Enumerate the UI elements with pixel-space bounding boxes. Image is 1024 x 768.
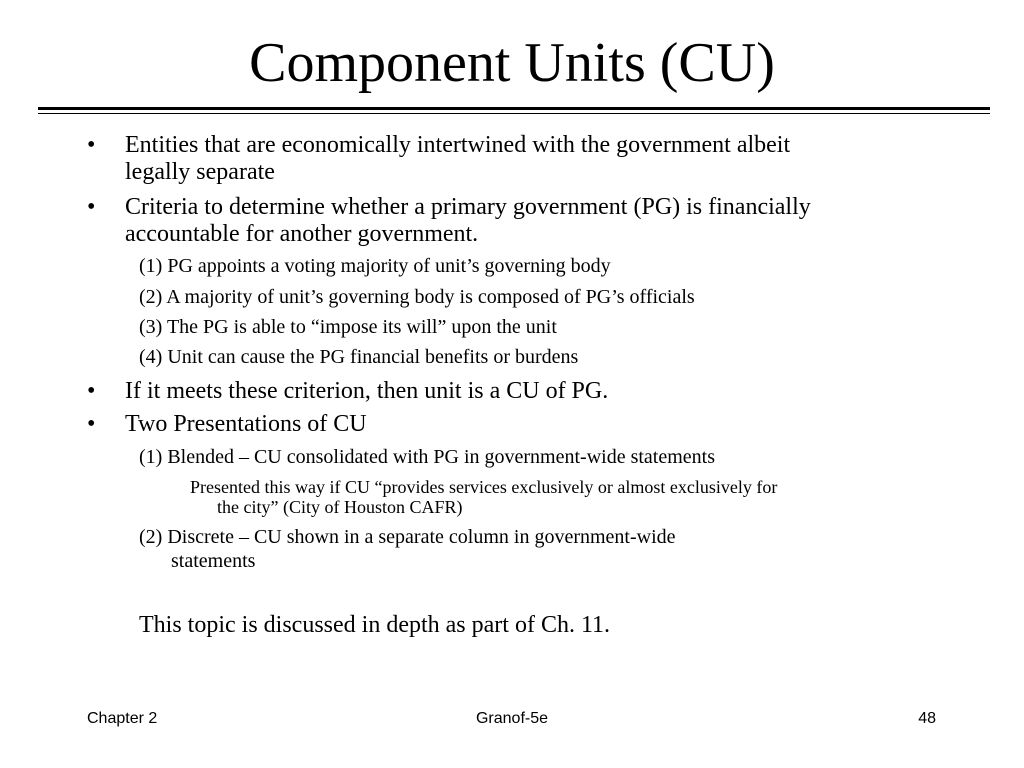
slide-title: Component Units (CU) [249,32,775,94]
footer-chapter: Chapter 2 [87,710,158,727]
criterion-1: (1) PG appoints a voting majority of unit’s governing body [139,255,611,277]
footer-source: Granof-5e [475,710,549,727]
blended-note-line-1: Presented this way if CU “provides services exclusively or almost exclusively for [190,477,778,497]
bullet-3-line-1: If it meets these criterion, then unit is a CU of PG. [125,378,609,404]
bullet-2-line-1: Criteria to determine whether a primary government (PG) is financially [125,194,811,220]
bullet-icon: • [87,411,96,437]
presentation-discrete-line-2: statements [171,550,256,572]
conclusion-text: This topic is discussed in depth as part of Ch. 11. [139,612,611,638]
presentation-blended: (1) Blended – CU consolidated with PG in government-wide statements [139,446,716,468]
bullet-1-line-2: legally separate [125,159,275,185]
criterion-2: (2) A majority of unit’s governing body is composed of PG’s officials [139,286,695,308]
presentation-discrete-line-1: (2) Discrete – CU shown in a separate column in government-wide [139,526,676,548]
criterion-3: (3) The PG is able to “impose its will” upon the unit [139,316,557,338]
bullet-icon: • [87,132,96,158]
bullet-2-line-2: accountable for another government. [125,221,479,247]
bullet-icon: • [87,378,96,404]
footer-page-number: 48 [918,710,936,727]
bullet-4-line-1: Two Presentations of CU [125,411,367,437]
blended-note-line-2: the city” (City of Houston CAFR) [217,497,463,517]
bullet-1-line-1: Entities that are economically intertwined with the government albeit [125,132,791,158]
criterion-4: (4) Unit can cause the PG financial benefits or burdens [139,346,579,368]
bullet-icon: • [87,194,96,220]
